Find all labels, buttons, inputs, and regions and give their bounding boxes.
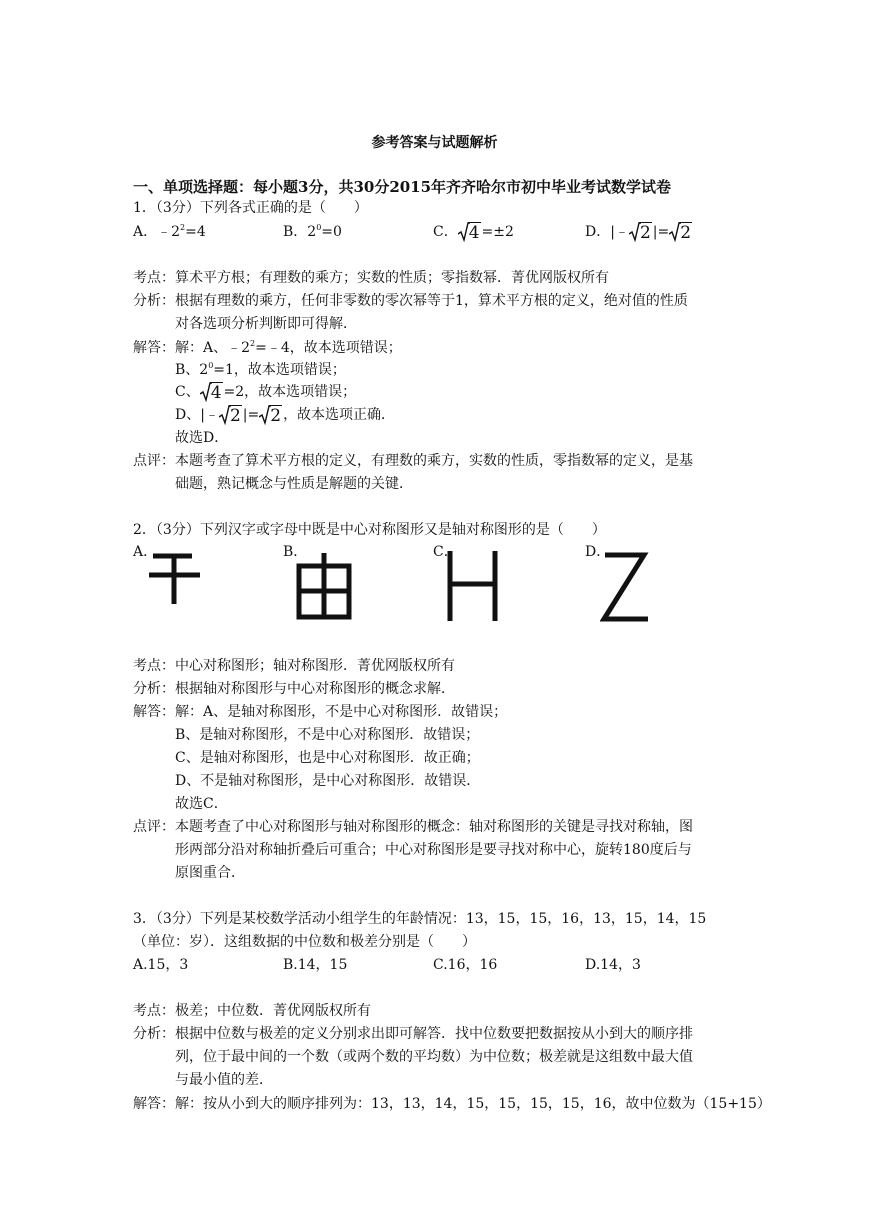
q2-label-d: D．: [585, 544, 611, 560]
q3-option-c: C.16，16: [433, 957, 498, 973]
q2-stem: 2．（3分）下列汉字或字母中既是中心对称图形又是轴对称图形的是（ ）: [133, 522, 606, 538]
q1-option-d: D．|﹣ 2 |= 2: [585, 223, 692, 243]
sqrt-symbol: 4: [458, 224, 482, 242]
q1-option-b: B．$2^0=0$: [283, 223, 342, 240]
q2-dianping-line3: 原图重合．: [175, 865, 245, 881]
q1-stem: 1．（3分）下列各式正确的是（ ）: [133, 200, 368, 216]
q1-kaodian: 考点：算术平方根；有理数的乘方；实数的性质；零指数幂．菁优网版权所有: [133, 270, 609, 286]
q2-jieda-line2: B、是轴对称图形，不是中心对称图形．故错误；: [175, 727, 480, 743]
q2-dianping-line1: 点评：本题考查了中心对称图形与轴对称图形的概念：轴对称图形的关键是寻找对称轴，图: [133, 819, 693, 835]
q2-label-a: A．: [133, 544, 158, 560]
q1-conclusion: 故选D．: [175, 430, 229, 446]
glyph-z-figure: [600, 552, 652, 624]
q1-jieda-a: 解答：解：A、$﹣2^2=﹣4$，故本选项错误；: [133, 339, 402, 356]
q1-jieda-d: D、|﹣ 2 |= 2 ，故本选项正确．: [175, 406, 396, 426]
q2-jieda-line3: C、是轴对称图形，也是中心对称图形．故正确；: [175, 750, 480, 766]
q1-dianping-line2: 础题，熟记概念与性质是解题的关键．: [175, 476, 413, 492]
q1-jieda-b: B、$2^0=1$，故本选项错误；: [175, 361, 346, 378]
section-heading: 一、单项选择题：每小题3分，共30分2015年齐齐哈尔市初中毕业考试数学试卷: [133, 178, 672, 196]
q3-option-d: D.14，3: [585, 957, 641, 973]
q1-option-c: C． 4 =±2: [433, 223, 514, 243]
sqrt-symbol: 2: [669, 224, 693, 242]
q3-option-b: B.14，15: [283, 957, 348, 973]
q2-jieda-line1: 解答：解：A、是轴对称图形，不是中心对称图形．故错误；: [133, 704, 508, 720]
glyph-you-figure: [296, 553, 356, 623]
q3-fenxi-line2: 列，位于最中间的一个数（或两个数的平均数）为中位数；极差就是这组数中最大值: [175, 1049, 693, 1065]
q2-kaodian: 考点：中心对称图形；轴对称图形．菁优网版权所有: [133, 658, 455, 674]
q2-dianping-line2: 形两部分沿对称轴折叠后可重合；中心对称图形是要寻找对称中心，旋转180度后与: [175, 842, 692, 858]
q3-stem-line1: 3．（3分）下列是某校数学活动小组学生的年龄情况：13，15，15，16，13，15，14，15: [133, 911, 707, 927]
q3-option-a: A.15，3: [133, 957, 189, 973]
q3-fenxi-line3: 与最小值的差．: [175, 1072, 273, 1088]
q2-label-c: C．: [433, 544, 458, 560]
sqrt-symbol: 2: [259, 407, 283, 425]
q3-kaodian: 考点：极差；中位数．菁优网版权所有: [133, 1003, 371, 1019]
page-title: 参考答案与试题解析: [371, 135, 498, 151]
q1-jieda-c: C、 4 =2，故本选项错误；: [175, 383, 357, 403]
glyph-h-figure: [447, 551, 499, 623]
q1-option-a: A．$﹣2^2=4$: [133, 223, 206, 240]
q2-jieda-line4: D、不是轴对称图形，是中心对称图形．故错误．: [175, 773, 481, 789]
q1-fenxi-line2: 对各选项分析判断即可得解．: [175, 316, 357, 332]
q1-dianping-line1: 点评：本题考查了算术平方根的定义，有理数的乘方，实数的性质，零指数幂的定义，是基: [133, 453, 693, 469]
glyph-gan-figure: [146, 550, 206, 606]
q3-fenxi-line1: 分析：根据中位数与极差的定义分别求出即可解答．找中位数要把数据按从小到大的顺序排: [133, 1026, 693, 1042]
q2-fenxi: 分析：根据轴对称图形与中心对称图形的概念求解．: [133, 681, 455, 697]
q2-conclusion: 故选C．: [175, 796, 228, 812]
sqrt-symbol: 2: [629, 224, 653, 242]
q2-label-b: B．: [283, 544, 308, 560]
sqrt-symbol: 4: [200, 384, 224, 402]
sqrt-symbol: 2: [219, 407, 243, 425]
q3-jieda-line1: 解答：解：按从小到大的顺序排列为：13，13，14，15，15，15，15，16，故中位数为（15+15）: [133, 1096, 771, 1112]
q3-stem-line2: （单位：岁）．这组数据的中位数和极差分别是（ ）: [133, 934, 476, 950]
q1-fenxi-line1: 分析：根据有理数的乘方，任何非零数的零次幂等于1，算术平方根的定义，绝对值的性质: [133, 293, 688, 309]
